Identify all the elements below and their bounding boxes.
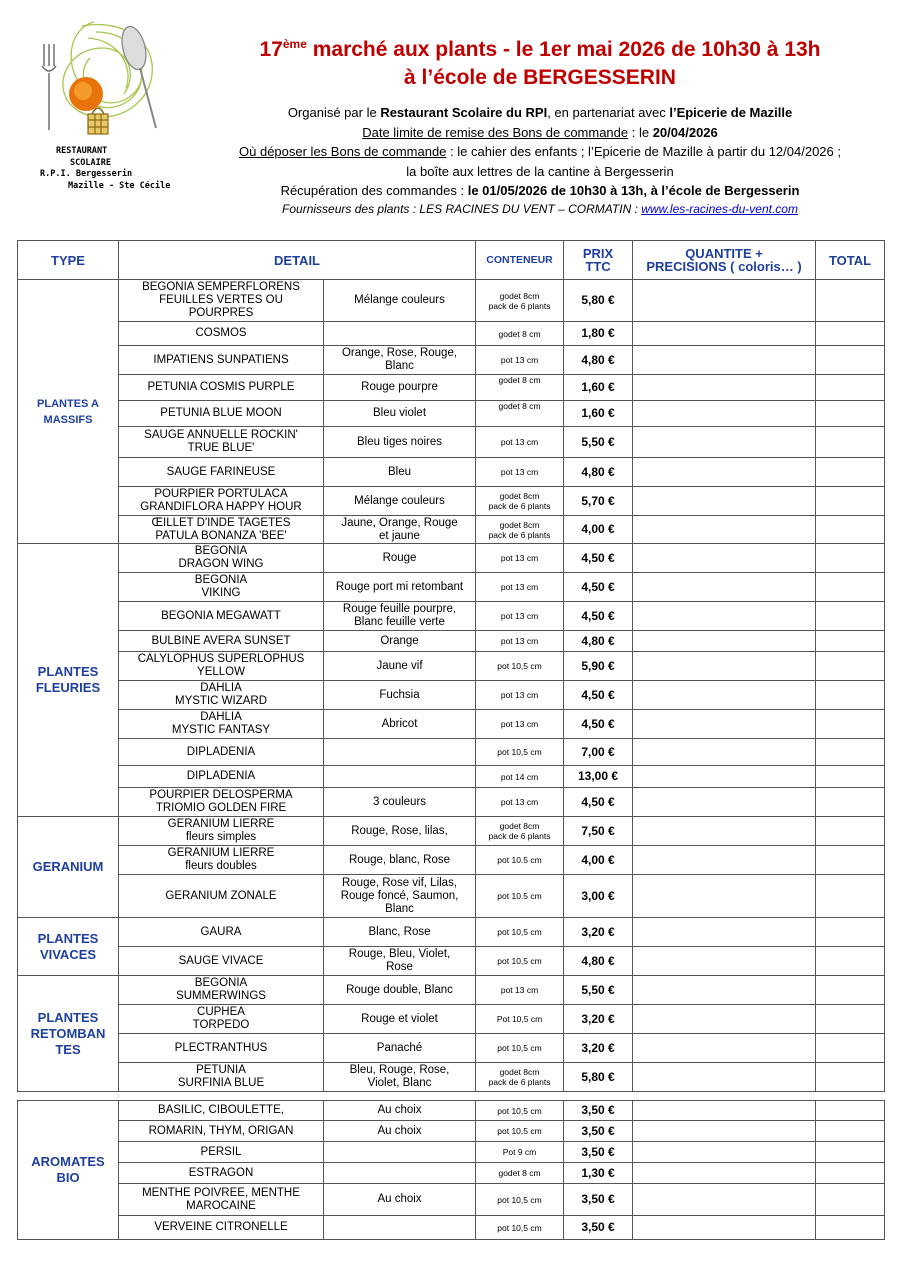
product-price: 5,50 € bbox=[564, 976, 633, 1005]
page-title: 17ème marché aux plants - le 1er mai 2026 de 10h30 à 13h à l’école de BERGESSERIN bbox=[190, 30, 890, 92]
product-price: 4,00 € bbox=[564, 846, 633, 875]
product-container: pot 14 cm bbox=[476, 766, 564, 788]
product-price: 5,50 € bbox=[564, 427, 633, 458]
product-color bbox=[324, 766, 476, 788]
total-cell[interactable] bbox=[816, 427, 885, 458]
product-name: BEGONIA VIKING bbox=[119, 573, 324, 602]
total-cell[interactable] bbox=[816, 1163, 885, 1184]
product-name: PETUNIA BLUE MOON bbox=[119, 401, 324, 427]
quantity-input-cell[interactable] bbox=[633, 681, 816, 710]
product-color: Rouge, blanc, Rose bbox=[324, 846, 476, 875]
product-price: 3,00 € bbox=[564, 875, 633, 918]
restaurant-logo bbox=[30, 18, 175, 203]
logo-illustration bbox=[30, 18, 175, 148]
table-row bbox=[18, 346, 885, 375]
product-name: SAUGE VIVACE bbox=[119, 947, 324, 976]
group-type-cell: PLANTES VIVACES bbox=[18, 918, 119, 976]
product-container: pot 13 cm bbox=[476, 631, 564, 652]
product-container: pot 10,5 cm bbox=[476, 918, 564, 947]
quantity-input-cell[interactable] bbox=[633, 602, 816, 631]
quantity-input-cell[interactable] bbox=[633, 766, 816, 788]
product-name: CUPHEA TORPEDO bbox=[119, 1005, 324, 1034]
product-color: Bleu, Rouge, Rose, Violet, Blanc bbox=[324, 1063, 476, 1092]
order-info bbox=[190, 103, 890, 201]
quantity-input-cell[interactable] bbox=[633, 710, 816, 739]
page-title-line2: à l’école de BERGESSERIN bbox=[404, 66, 676, 89]
product-color bbox=[324, 1142, 476, 1163]
deposit-line-2: la boîte aux lettres de la cantine à Bergesserin bbox=[406, 163, 674, 179]
product-color bbox=[324, 1216, 476, 1240]
organizer-line: Organisé par le Restaurant Scolaire du RPI, en partenariat avec l’Epicerie de Mazille bbox=[287, 105, 793, 120]
table-row bbox=[18, 710, 885, 739]
product-color: Au choix bbox=[324, 1184, 476, 1216]
product-color: 3 couleurs bbox=[324, 788, 476, 817]
product-price: 4,80 € bbox=[564, 947, 633, 976]
total-cell[interactable] bbox=[816, 1142, 885, 1163]
total-cell[interactable] bbox=[816, 739, 885, 766]
quantity-input-cell[interactable] bbox=[633, 516, 816, 544]
product-price: 1,60 € bbox=[564, 401, 633, 427]
total-cell[interactable] bbox=[816, 875, 885, 918]
quantity-input-cell[interactable] bbox=[633, 1063, 816, 1092]
quantity-input-cell[interactable] bbox=[633, 280, 816, 322]
product-color: Abricot bbox=[324, 710, 476, 739]
product-name: GERANIUM LIERRE fleurs simples bbox=[119, 817, 324, 846]
product-price: 3,20 € bbox=[564, 918, 633, 947]
table-row bbox=[18, 976, 885, 1005]
product-container: godet 8cm pack de 6 plants bbox=[476, 817, 564, 846]
product-color: Orange, Rose, Rouge, Blanc bbox=[324, 346, 476, 375]
quantity-input-cell[interactable] bbox=[633, 918, 816, 947]
table-row bbox=[18, 573, 885, 602]
pickup-line: Récupération des commandes : le 01/05/2026 de 10h30 à 13h, à l’école de Bergesserin bbox=[280, 183, 800, 198]
product-container: pot 10,5 cm bbox=[476, 652, 564, 681]
total-cell[interactable] bbox=[816, 846, 885, 875]
logo-line-3: R.P.I. Bergesserin bbox=[40, 169, 133, 179]
total-cell[interactable] bbox=[816, 976, 885, 1005]
total-cell[interactable] bbox=[816, 401, 885, 427]
product-container: pot 10.5 cm bbox=[476, 846, 564, 875]
quantity-input-cell[interactable] bbox=[633, 322, 816, 346]
product-container: pot 13 cm bbox=[476, 458, 564, 487]
product-color: Rouge, Bleu, Violet, Rose bbox=[324, 947, 476, 976]
product-container: godet 8 cm bbox=[476, 375, 564, 401]
product-name: IMPATIENS SUNPATIENS bbox=[119, 346, 324, 375]
product-price: 3,50 € bbox=[564, 1184, 633, 1216]
quantity-input-cell[interactable] bbox=[633, 652, 816, 681]
product-container: pot 13 cm bbox=[476, 544, 564, 573]
total-cell[interactable] bbox=[816, 947, 885, 976]
product-color: Rouge double, Blanc bbox=[324, 976, 476, 1005]
product-price: 3,50 € bbox=[564, 1142, 633, 1163]
table-row bbox=[18, 322, 885, 346]
table-row bbox=[18, 544, 885, 573]
order-table bbox=[17, 240, 885, 1092]
product-price: 4,50 € bbox=[564, 710, 633, 739]
product-name: VERVEINE CITRONELLE bbox=[119, 1216, 324, 1240]
product-container: pot 13 cm bbox=[476, 602, 564, 631]
product-container: pot 13 cm bbox=[476, 710, 564, 739]
quantity-input-cell[interactable] bbox=[633, 631, 816, 652]
product-color: Au choix bbox=[324, 1101, 476, 1121]
product-name: DAHLIA MYSTIC WIZARD bbox=[119, 681, 324, 710]
table-row bbox=[18, 1142, 885, 1163]
product-container: pot 13 cm bbox=[476, 427, 564, 458]
suppliers-link[interactable]: www.les-racines-du-vent.com bbox=[641, 202, 798, 216]
total-cell[interactable] bbox=[816, 1063, 885, 1092]
quantity-input-cell[interactable] bbox=[633, 1184, 816, 1216]
quantity-input-cell[interactable] bbox=[633, 458, 816, 487]
product-price: 3,20 € bbox=[564, 1034, 633, 1063]
product-price: 7,00 € bbox=[564, 739, 633, 766]
quantity-input-cell[interactable] bbox=[633, 1121, 816, 1142]
product-color: Blanc, Rose bbox=[324, 918, 476, 947]
quantity-input-cell[interactable] bbox=[633, 1142, 816, 1163]
product-container: pot 10,5 cm bbox=[476, 1034, 564, 1063]
product-color: Bleu violet bbox=[324, 401, 476, 427]
table-row bbox=[18, 788, 885, 817]
total-cell[interactable] bbox=[816, 652, 885, 681]
product-name: ROMARIN, THYM, ORIGAN bbox=[119, 1121, 324, 1142]
quantity-input-cell[interactable] bbox=[633, 788, 816, 817]
header-detail: DETAIL bbox=[119, 241, 476, 280]
group-type-cell: GERANIUM bbox=[18, 817, 119, 918]
product-name: BEGONIA MEGAWATT bbox=[119, 602, 324, 631]
quantity-input-cell[interactable] bbox=[633, 947, 816, 976]
product-container: godet 8cm pack de 6 plants bbox=[476, 487, 564, 516]
total-cell[interactable] bbox=[816, 1005, 885, 1034]
product-container: godet 8 cm bbox=[476, 322, 564, 346]
total-cell[interactable] bbox=[816, 788, 885, 817]
product-price: 5,80 € bbox=[564, 280, 633, 322]
product-price: 4,50 € bbox=[564, 681, 633, 710]
group-type-cell: PLANTES RETOMBAN TES bbox=[18, 976, 119, 1092]
total-cell[interactable] bbox=[816, 681, 885, 710]
product-price: 3,50 € bbox=[564, 1121, 633, 1142]
product-name: SAUGE FARINEUSE bbox=[119, 458, 324, 487]
product-container: pot 10,5 cm bbox=[476, 1121, 564, 1142]
product-color: Jaune, Orange, Rouge et jaune bbox=[324, 516, 476, 544]
product-price: 1,30 € bbox=[564, 1163, 633, 1184]
product-color bbox=[324, 739, 476, 766]
header-total: TOTAL bbox=[816, 241, 885, 280]
product-color: Orange bbox=[324, 631, 476, 652]
quantity-input-cell[interactable] bbox=[633, 427, 816, 458]
product-container: pot 13 cm bbox=[476, 788, 564, 817]
table-row bbox=[18, 918, 885, 947]
product-container: pot 10.5 cm bbox=[476, 875, 564, 918]
product-color: Rouge pourpre bbox=[324, 375, 476, 401]
product-color: Jaune vif bbox=[324, 652, 476, 681]
quantity-input-cell[interactable] bbox=[633, 817, 816, 846]
header-type: TYPE bbox=[18, 241, 119, 280]
product-container: pot 10,5 cm bbox=[476, 1101, 564, 1121]
product-container: godet 8cm pack de 6 plants bbox=[476, 516, 564, 544]
product-container: pot 13 cm bbox=[476, 976, 564, 1005]
product-color: Bleu bbox=[324, 458, 476, 487]
total-cell[interactable] bbox=[816, 1216, 885, 1240]
total-cell[interactable] bbox=[816, 322, 885, 346]
table-row bbox=[18, 681, 885, 710]
table-row bbox=[18, 875, 885, 918]
product-name: PERSIL bbox=[119, 1142, 324, 1163]
quantity-input-cell[interactable] bbox=[633, 1005, 816, 1034]
group-type-cell: PLANTES A MASSIFS bbox=[18, 280, 119, 544]
logo-line-4: Mazille - Ste Cécile bbox=[68, 180, 171, 191]
table-row bbox=[18, 1034, 885, 1063]
quantity-input-cell[interactable] bbox=[633, 346, 816, 375]
product-name: PETUNIA COSMIS PURPLE bbox=[119, 375, 324, 401]
product-price: 7,50 € bbox=[564, 817, 633, 846]
product-price: 5,80 € bbox=[564, 1063, 633, 1092]
product-price: 4,00 € bbox=[564, 516, 633, 544]
table-row bbox=[18, 427, 885, 458]
product-name: BEGONIA DRAGON WING bbox=[119, 544, 324, 573]
total-cell[interactable] bbox=[816, 1034, 885, 1063]
table-row bbox=[18, 1216, 885, 1240]
product-name: PLECTRANTHUS bbox=[119, 1034, 324, 1063]
deposit-line: Où déposer les Bons de commande : le cahier des enfants ; l’Epicerie de Mazille à partir du 12/04/2026 ; bbox=[239, 144, 841, 159]
product-container: pot 10,5 cm bbox=[476, 1184, 564, 1216]
table-row bbox=[18, 947, 885, 976]
quantity-input-cell[interactable] bbox=[633, 401, 816, 427]
total-cell[interactable] bbox=[816, 602, 885, 631]
table-row bbox=[18, 516, 885, 544]
table-row bbox=[18, 1163, 885, 1184]
product-price: 1,80 € bbox=[564, 322, 633, 346]
product-price: 4,50 € bbox=[564, 602, 633, 631]
total-cell[interactable] bbox=[816, 918, 885, 947]
total-cell[interactable] bbox=[816, 573, 885, 602]
group-type-cell: AROMATES BIO bbox=[18, 1101, 119, 1240]
product-name: ŒILLET D'INDE TAGETES PATULA BONANZA 'BEE' bbox=[119, 516, 324, 544]
product-price: 4,50 € bbox=[564, 788, 633, 817]
table-row bbox=[18, 280, 885, 322]
deadline-line: Date limite de remise des Bons de commande : le 20/04/2026 bbox=[362, 124, 718, 140]
product-container: pot 10,5 cm bbox=[476, 1216, 564, 1240]
product-color: Fuchsia bbox=[324, 681, 476, 710]
product-name: DAHLIA MYSTIC FANTASY bbox=[119, 710, 324, 739]
product-container: pot 10,5 cm bbox=[476, 739, 564, 766]
suppliers-line: Fournisseurs des plants : LES RACINES DU VENT – CORMATIN : www.les-racines-du-vent.com bbox=[282, 202, 798, 216]
quantity-input-cell[interactable] bbox=[633, 875, 816, 918]
quantity-input-cell[interactable] bbox=[633, 375, 816, 401]
table-row bbox=[18, 487, 885, 516]
table-row bbox=[18, 1063, 885, 1092]
product-name: BULBINE AVERA SUNSET bbox=[119, 631, 324, 652]
product-name: DIPLADENIA bbox=[119, 739, 324, 766]
product-name: ESTRAGON bbox=[119, 1163, 324, 1184]
product-name: GERANIUM ZONALE bbox=[119, 875, 324, 918]
total-cell[interactable] bbox=[816, 458, 885, 487]
total-cell[interactable] bbox=[816, 710, 885, 739]
product-color: Rouge, Rose, lilas, bbox=[324, 817, 476, 846]
table-row bbox=[18, 766, 885, 788]
table-row bbox=[18, 375, 885, 401]
table-row bbox=[18, 846, 885, 875]
product-color: Au choix bbox=[324, 1121, 476, 1142]
product-name: BEGONIA SEMPERFLORENS FEUILLES VERTES OU POURPRES bbox=[119, 280, 324, 322]
table-row bbox=[18, 602, 885, 631]
total-cell[interactable] bbox=[816, 1184, 885, 1216]
product-price: 4,50 € bbox=[564, 544, 633, 573]
product-container: godet 8cm pack de 6 plants bbox=[476, 280, 564, 322]
product-color bbox=[324, 322, 476, 346]
product-price: 4,80 € bbox=[564, 346, 633, 375]
product-color: Mélange couleurs bbox=[324, 280, 476, 322]
product-container: Pot 9 cm bbox=[476, 1142, 564, 1163]
logo-line-2: SCOLAIRE bbox=[70, 157, 111, 168]
product-price: 3,50 € bbox=[564, 1216, 633, 1240]
total-cell[interactable] bbox=[816, 766, 885, 788]
quantity-input-cell[interactable] bbox=[633, 487, 816, 516]
table-row bbox=[18, 1101, 885, 1121]
product-container: pot 10,5 cm bbox=[476, 947, 564, 976]
product-name: COSMOS bbox=[119, 322, 324, 346]
product-price: 4,80 € bbox=[564, 631, 633, 652]
total-cell[interactable] bbox=[816, 516, 885, 544]
logo-line-1: RESTAURANT bbox=[56, 146, 108, 156]
quantity-input-cell[interactable] bbox=[633, 739, 816, 766]
header-price: PRIX TTC bbox=[564, 241, 633, 280]
product-color: Mélange couleurs bbox=[324, 487, 476, 516]
total-cell[interactable] bbox=[816, 1121, 885, 1142]
quantity-input-cell[interactable] bbox=[633, 1163, 816, 1184]
product-container: godet 8 cm bbox=[476, 401, 564, 427]
quantity-input-cell[interactable] bbox=[633, 573, 816, 602]
table-row bbox=[18, 652, 885, 681]
header-container: CONTENEUR bbox=[476, 241, 564, 280]
product-name: GERANIUM LIERRE fleurs doubles bbox=[119, 846, 324, 875]
quantity-input-cell[interactable] bbox=[633, 544, 816, 573]
product-name: DIPLADENIA bbox=[119, 766, 324, 788]
product-color bbox=[324, 1163, 476, 1184]
product-name: BEGONIA SUMMERWINGS bbox=[119, 976, 324, 1005]
product-color: Rouge et violet bbox=[324, 1005, 476, 1034]
product-name: POURPIER DELOSPERMA TRIOMIO GOLDEN FIRE bbox=[119, 788, 324, 817]
total-cell[interactable] bbox=[816, 280, 885, 322]
total-cell[interactable] bbox=[816, 375, 885, 401]
quantity-input-cell[interactable] bbox=[633, 976, 816, 1005]
quantity-input-cell[interactable] bbox=[633, 1216, 816, 1240]
quantity-input-cell[interactable] bbox=[633, 1034, 816, 1063]
total-cell[interactable] bbox=[816, 544, 885, 573]
product-container: pot 13 cm bbox=[476, 573, 564, 602]
quantity-input-cell[interactable] bbox=[633, 846, 816, 875]
product-container: godet 8 cm bbox=[476, 1163, 564, 1184]
product-price: 4,50 € bbox=[564, 573, 633, 602]
product-price: 3,20 € bbox=[564, 1005, 633, 1034]
product-name: PETUNIA SURFINIA BLUE bbox=[119, 1063, 324, 1092]
header-quantity: QUANTITE + PRECISIONS ( coloris… ) bbox=[633, 241, 816, 280]
product-price: 13,00 € bbox=[564, 766, 633, 788]
total-cell[interactable] bbox=[816, 631, 885, 652]
table-row bbox=[18, 1184, 885, 1216]
product-name: CALYLOPHUS SUPERLOPHUS YELLOW bbox=[119, 652, 324, 681]
table-row bbox=[18, 1005, 885, 1034]
table-row bbox=[18, 631, 885, 652]
product-container: pot 13 cm bbox=[476, 681, 564, 710]
product-container: Pot 10,5 cm bbox=[476, 1005, 564, 1034]
total-cell[interactable] bbox=[816, 1101, 885, 1121]
product-name: POURPIER PORTULACA GRANDIFLORA HAPPY HOUR bbox=[119, 487, 324, 516]
total-cell[interactable] bbox=[816, 346, 885, 375]
quantity-input-cell[interactable] bbox=[633, 1101, 816, 1121]
product-name: BASILIC, CIBOULETTE, bbox=[119, 1101, 324, 1121]
product-price: 1,60 € bbox=[564, 375, 633, 401]
table-row bbox=[18, 401, 885, 427]
table-row bbox=[18, 458, 885, 487]
product-color: Bleu tiges noires bbox=[324, 427, 476, 458]
total-cell[interactable] bbox=[816, 487, 885, 516]
table-row bbox=[18, 817, 885, 846]
product-name: SAUGE ANNUELLE ROCKIN' TRUE BLUE' bbox=[119, 427, 324, 458]
group-type-cell: PLANTES FLEURIES bbox=[18, 544, 119, 817]
product-price: 5,70 € bbox=[564, 487, 633, 516]
product-color: Rouge port mi retombant bbox=[324, 573, 476, 602]
table-row bbox=[18, 1121, 885, 1142]
product-price: 3,50 € bbox=[564, 1101, 633, 1121]
product-color: Rouge bbox=[324, 544, 476, 573]
product-color: Panaché bbox=[324, 1034, 476, 1063]
product-container: godet 8cm pack de 6 plants bbox=[476, 1063, 564, 1092]
table-row bbox=[18, 739, 885, 766]
product-color: Rouge feuille pourpre, Blanc feuille verte bbox=[324, 602, 476, 631]
aromates-table bbox=[17, 1100, 885, 1240]
product-color: Rouge, Rose vif, Lilas, Rouge foncé, Saumon, Blanc bbox=[324, 875, 476, 918]
product-price: 5,90 € bbox=[564, 652, 633, 681]
product-container: pot 13 cm bbox=[476, 346, 564, 375]
product-price: 4,80 € bbox=[564, 458, 633, 487]
total-cell[interactable] bbox=[816, 817, 885, 846]
product-name: GAURA bbox=[119, 918, 324, 947]
product-name: MENTHE POIVREE, MENTHE MAROCAINE bbox=[119, 1184, 324, 1216]
